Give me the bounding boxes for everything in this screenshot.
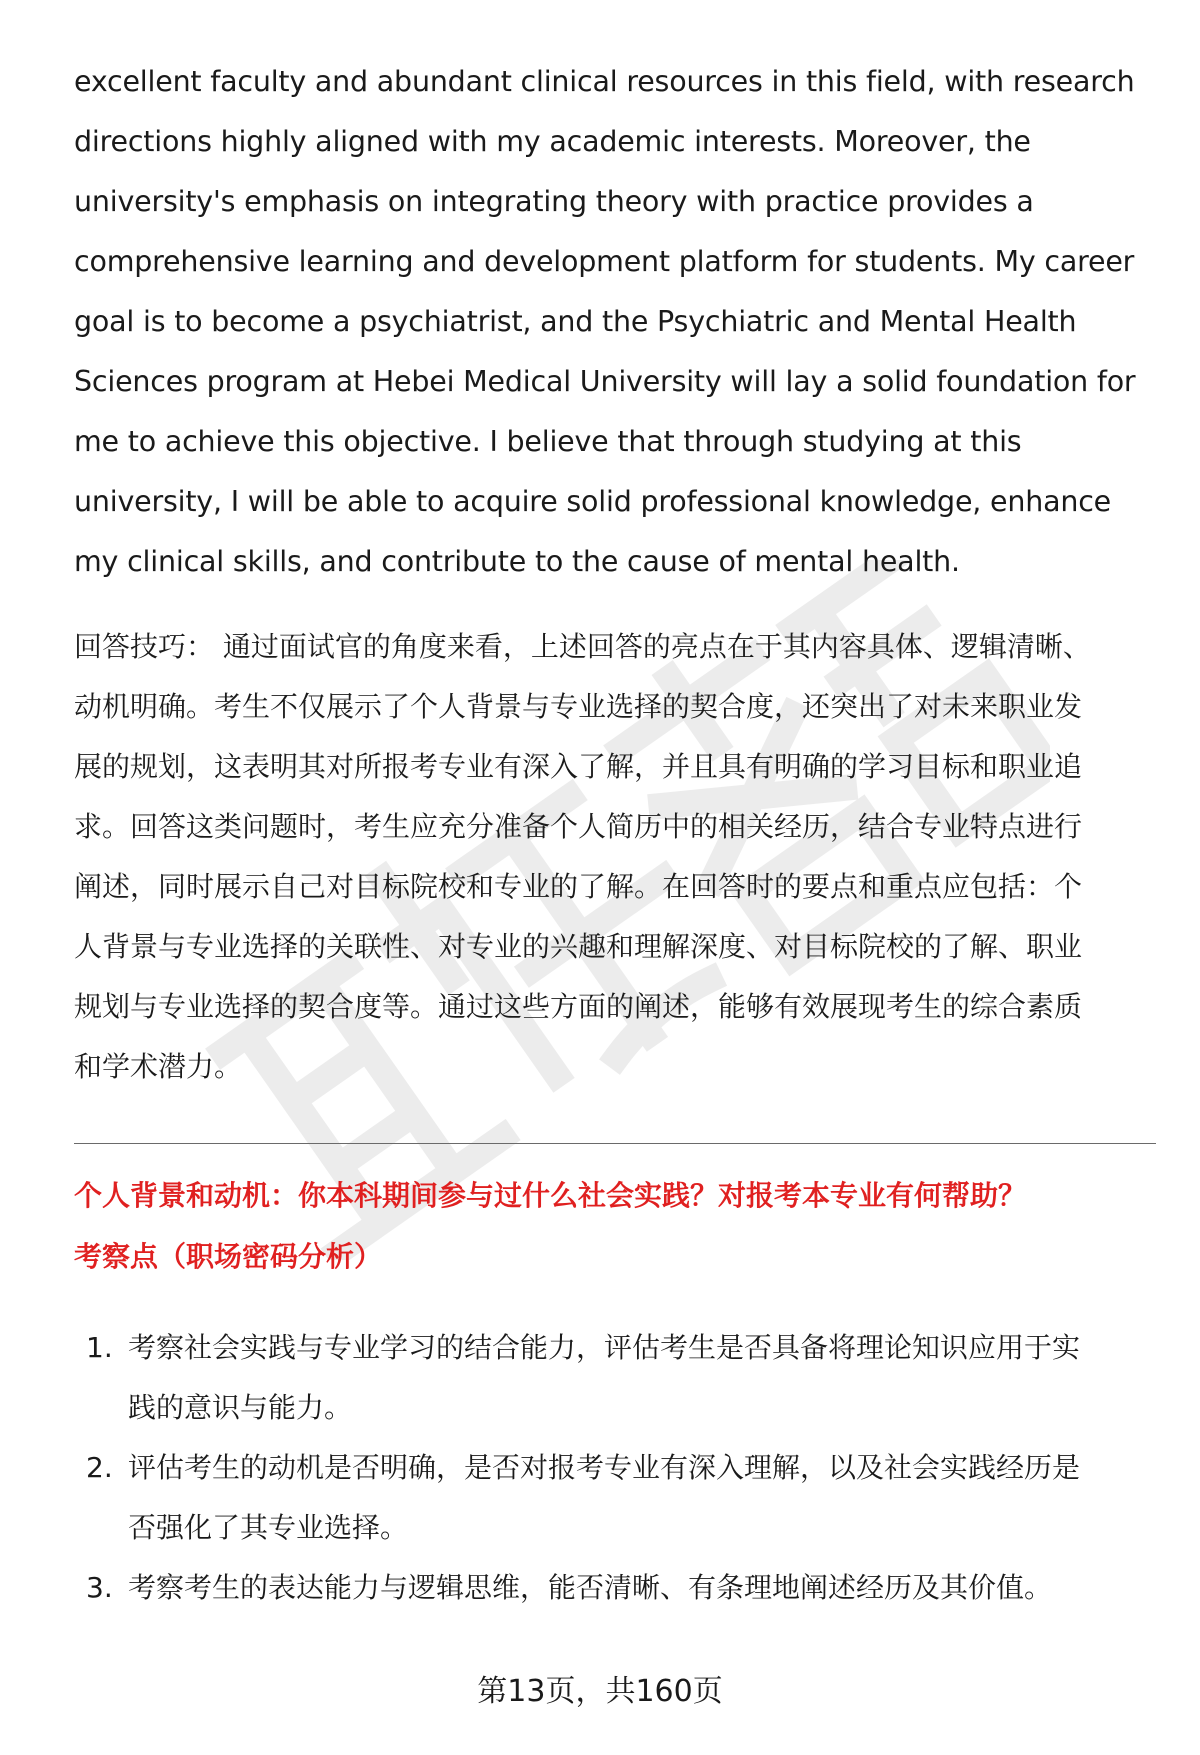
paragraph-line: directions highly aligned with my academic interests. Moreover, the xyxy=(74,125,1031,158)
paragraph-line: 求。回答这类问题时，考生应充分准备个人简历中的相关经历，结合专业特点进行 xyxy=(74,810,1083,843)
list-item-number: 3. xyxy=(86,1571,113,1604)
paragraph-line: university's emphasis on integrating theory with practice provides a xyxy=(74,185,1034,218)
english-answer-paragraph xyxy=(74,52,1154,592)
list-item-line: 否强化了其专业选择。 xyxy=(128,1511,409,1544)
list-item xyxy=(74,1438,1154,1558)
assessment-points-heading: 考察点（职场密码分析） xyxy=(74,1240,383,1273)
paragraph-line: 回答技巧： 通过面试官的角度来看，上述回答的亮点在于其内容具体、逻辑清晰、 xyxy=(74,630,1091,663)
list-item xyxy=(74,1558,1154,1618)
list-item-number: 1. xyxy=(86,1331,113,1364)
paragraph-line: my clinical skills, and contribute to the cause of mental health. xyxy=(74,545,960,578)
paragraph-line: 阐述，同时展示自己对目标院校和专业的了解。在回答时的要点和重点应包括：个 xyxy=(74,870,1083,903)
paragraph-line: 和学术潜力。 xyxy=(74,1050,243,1083)
list-item-line: 践的意识与能力。 xyxy=(128,1391,353,1424)
answer-tips-paragraph xyxy=(74,617,1154,1097)
assessment-points-list xyxy=(74,1318,1154,1618)
paragraph-line: 展的规划，这表明其对所报考专业有深入了解，并且具有明确的学习目标和职业追 xyxy=(74,750,1083,783)
list-item xyxy=(74,1318,1154,1438)
section-divider xyxy=(74,1143,1156,1144)
paragraph-line: university, I will be able to acquire solid professional knowledge, enhance xyxy=(74,485,1111,518)
paragraph-line: 动机明确。考生不仅展示了个人背景与专业选择的契合度，还突出了对未来职业发 xyxy=(74,690,1083,723)
list-item-number: 2. xyxy=(86,1451,113,1484)
question-heading: 个人背景和动机：你本科期间参与过什么社会实践？对报考本专业有何帮助？ xyxy=(74,1179,1027,1212)
paragraph-line: 规划与专业选择的契合度等。通过这些方面的阐述，能够有效展现考生的综合素质 xyxy=(74,990,1083,1023)
list-item-line: 考察考生的表达能力与逻辑思维，能否清晰、有条理地阐述经历及其价值。 xyxy=(128,1571,1053,1604)
paragraph-line: comprehensive learning and development platform for students. My career xyxy=(74,245,1135,278)
page-number-footer: 第13页，共160页 xyxy=(477,1674,723,1709)
paragraph-line: me to achieve this objective. I believe that through studying at this xyxy=(74,425,1022,458)
paragraph-line: goal is to become a psychiatrist, and the Psychiatric and Mental Health xyxy=(74,305,1077,338)
paragraph-line: Sciences program at Hebei Medical University will lay a solid foundation for xyxy=(74,365,1136,398)
paragraph-line: excellent faculty and abundant clinical resources in this field, with research xyxy=(74,65,1135,98)
list-item-line: 评估考生的动机是否明确，是否对报考专业有深入理解，以及社会实践经历是 xyxy=(128,1451,1081,1484)
list-item-line: 考察社会实践与专业学习的结合能力，评估考生是否具备将理论知识应用于实 xyxy=(128,1331,1081,1364)
paragraph-line: 人背景与专业选择的关联性、对专业的兴趣和理解深度、对目标院校的了解、职业 xyxy=(74,930,1083,963)
